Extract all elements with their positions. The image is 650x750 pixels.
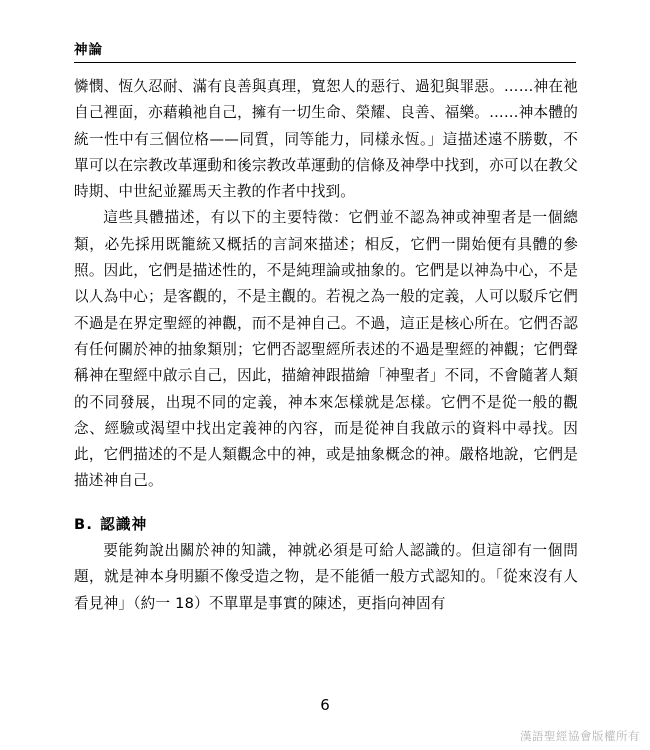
section-heading bbox=[74, 512, 578, 538]
section-title: 認識神 bbox=[100, 515, 148, 533]
copyright-note: 漢語聖經協會版權所有 bbox=[520, 729, 640, 743]
page-number: 6 bbox=[320, 696, 330, 714]
body-column bbox=[74, 74, 578, 617]
header-rule bbox=[74, 62, 576, 63]
running-head: 神論 bbox=[74, 42, 103, 58]
paragraph: 憐憫、恆久忍耐、滿有良善與真理，寬恕人的惡行、過犯與罪惡。……神在祂自己裡面，亦藉賴祂自己，擁有一切生命、榮耀、良善、福樂。……神本體的統一性中有三個位格——同質，同等能力，同樣永恆。」這描述遠不勝數，不單可以在宗教改革運動和後宗教改革運動的信條及神學中找到，亦可以在教父時期、中世紀並羅馬天主教的作者中找到。 bbox=[74, 78, 578, 201]
section-label: B. bbox=[74, 515, 94, 533]
paragraph: 這些具體描述，有以下的主要特徵：它們並不認為神或神聖者是一個總類，必先採用既籠統又概括的言詞來描述；相反，它們一開始便有具體的參照。因此，它們是描述性的，不是純理論或抽象的。它們是以神為中心，不是以人為中心；是客觀的，不是主觀的。若視之為一般的定義，人可以駁斥它們不過是在界定聖經的神觀，而不是神自己。不過，這正是核心所在。它們否認有任何關於神的抽象類別；它們否認聖經所表述的不過是聖經的神觀；它們聲稱神在聖經中啟示自己，因此，描繪神跟描繪「神聖者」不同，不會隨著人類的不同發展，出現不同的定義，神本來怎樣就是怎樣。它們不是從一般的觀念、經驗或渴望中找出定義神的內容，而是從神自我啟示的資料中尋找。因此，它們描述的不是人類觀念中的神，或是抽象概念的神。嚴格地說，它們是描述神自己。 bbox=[74, 209, 578, 490]
paragraph: 要能夠說出關於神的知識，神就必須是可給人認識的。但這卻有一個問題，就是神本身明顯不像受造之物，是不能循一般方式認知的。「從來沒有人看見神」（約一 18）不單單是事實的陳述，更指向神固有 bbox=[74, 542, 578, 612]
